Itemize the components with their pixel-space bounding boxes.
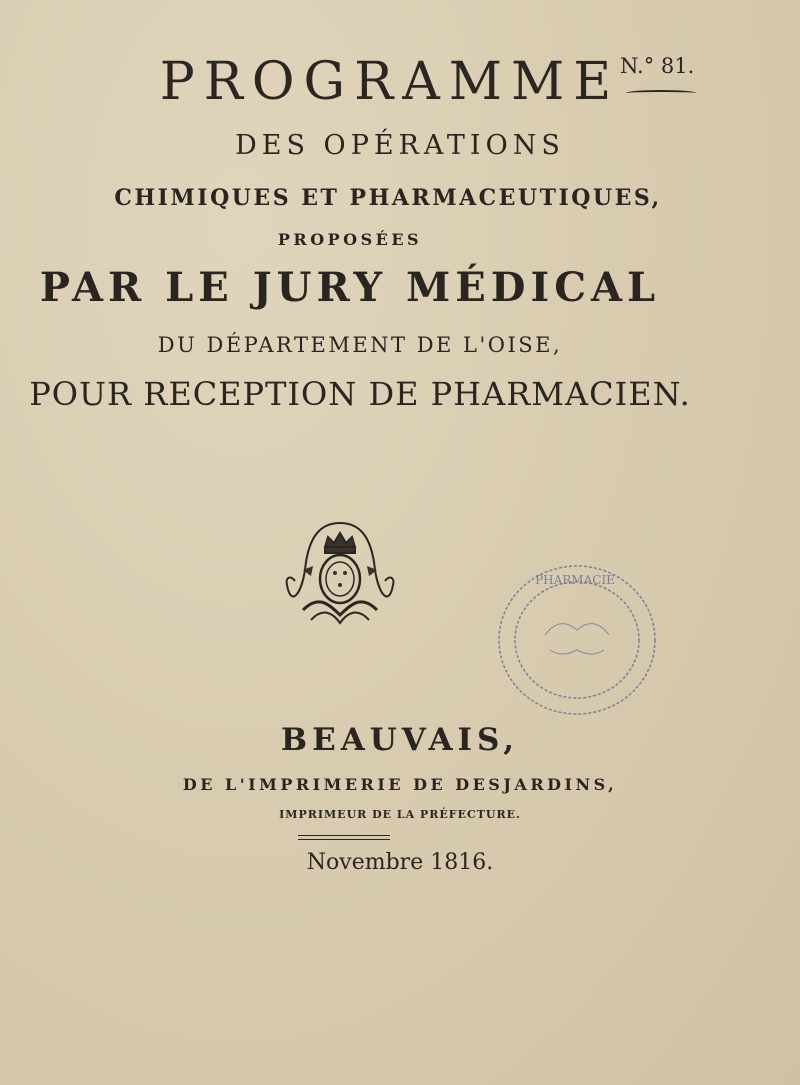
subtitle-line-5: DU DÉPARTEMENT DE L'OISE, — [157, 333, 563, 357]
imprint-printer-title: IMPRIMEUR DE LA PRÉFECTURE. — [279, 808, 521, 821]
subtitle-line-1: DES OPÉRATIONS — [235, 130, 565, 161]
subtitle-line-6: POUR RECEPTION DE PHARMACIEN. — [29, 375, 691, 413]
subtitle-line-2: CHIMIQUES ET PHARMACEUTIQUES, — [114, 185, 662, 211]
library-stamp — [495, 560, 660, 720]
imprint-city: BEAUVAIS, — [280, 722, 520, 758]
stamp-text: PHARMACIE — [535, 573, 615, 587]
number-underline — [626, 90, 696, 96]
subtitle-line-3: PROPOSÉES — [277, 230, 423, 249]
imprint-printer: DE L'IMPRIMERIE DE DESJARDINS, — [182, 775, 618, 794]
coat-of-arms-icon — [283, 515, 398, 630]
subtitle-line-4: PAR LE JURY MÉDICAL — [39, 264, 661, 311]
document-number: N.° 81. — [620, 54, 695, 78]
divider — [298, 835, 390, 840]
imprint-date: Novembre 1816. — [306, 850, 494, 875]
document-title: PROGRAMME — [159, 52, 621, 112]
